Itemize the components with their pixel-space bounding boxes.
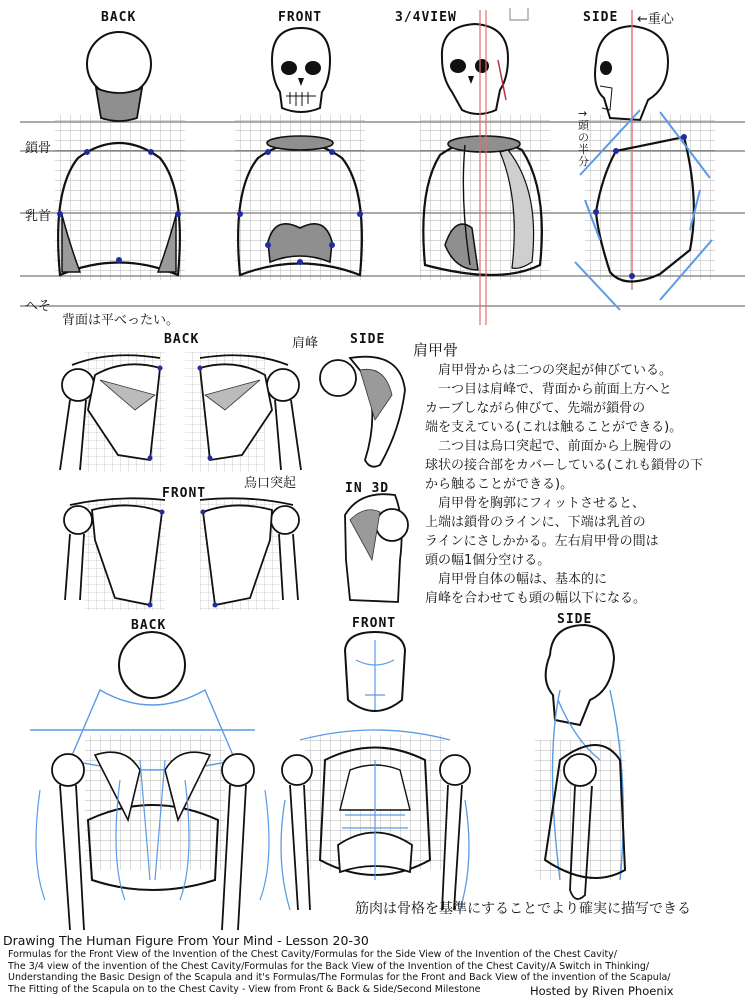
muscle-front-title: FRONT [352,616,397,631]
paragraph-line: 二つ目は烏口突起で、前面から上腕骨の [425,439,672,454]
paragraph-line: 肩甲骨を胸郭にフィットさせると、 [425,496,645,511]
scapula-side-figure [320,357,405,467]
gravity-center-label: ←重心 [637,12,674,27]
topic-line: Understanding the Basic Design of the Scapula and it's Formulas/The Formulas for the Front and Back View of the invention of the Scapula/ [8,972,671,983]
navel-level-label: へそ [25,299,52,314]
scapula-back-title: BACK [164,332,200,347]
back-head [87,32,151,96]
muscle-back-title: BACK [131,618,167,633]
paragraph-line: 肩甲骨自体の幅は、基本的に [425,572,608,587]
scapula-3d-title: IN 3D [345,481,390,496]
side-chest-figure [575,10,715,310]
scapula-section-title: 肩甲骨 [413,341,459,359]
three-quarter-skull [442,24,508,114]
back-neck [96,88,142,121]
acromion-label: 肩峰 [292,336,319,351]
muscle-back-figure [30,632,269,930]
credit-line: Hosted by Riven Phoenix [530,984,674,998]
topic-line: The Fitting of the Scapula on to the Chest Cavity - View from Front & Back & Side/Second Milestone [8,983,481,995]
paragraph-line: から触ることができる)。 [425,477,574,492]
lesson-title: Drawing The Human Figure From Your Mind - Lesson 20-30 [3,933,369,948]
paragraph-line: ラインにさしかかる。左右肩甲骨の間は [425,534,659,549]
front-chest-figure [235,28,365,280]
head-half-label: →頭の半分 [578,107,589,168]
scapula-paragraph-1 [425,361,735,494]
topic-line: Formulas for the Front View of the Invention of the Chest Cavity/Formulas for the Side View of the Invention of the Chest Cavity/ [8,949,618,960]
scapula-paragraph-2 [425,494,735,608]
scapula-back-figure [60,352,301,472]
muscle-front-figure [281,632,470,910]
chest-side-title: SIDE [583,10,619,25]
nipple-level-label: 乳首 [25,209,52,224]
scapula-side-title: SIDE [350,332,386,347]
front-skull [272,28,330,112]
paragraph-line: カーブしながら伸びて、先端が鎖骨の [425,401,646,416]
paragraph-line: 端を支えている(これは触ることができる)。 [425,420,683,435]
scapula-front-title: FRONT [162,486,207,501]
paragraph-line: 一つ目は肩峰で、背面から前面上方へと [425,382,672,397]
paragraph-line: 球状の接合部をカバーしている(これも鎖骨の下 [425,458,704,473]
muscle-side-figure [535,625,625,899]
paragraph-line: 肩峰を合わせても頭の幅以下になる。 [425,591,647,606]
scapula-3d-figure [345,494,408,602]
clavicle-level-label: 鎖骨 [25,141,52,156]
chest-three-quarter-title: 3/4VIEW [395,10,457,25]
paragraph-line: 肩甲骨からは二つの突起が伸びている。 [425,363,673,378]
chest-front-title: FRONT [278,10,323,25]
topic-line: The 3/4 view of the invention of the Chest Cavity/Formulas for the Back View of the Invention of the Chest Cavity/A Switch in Thinking/ [8,960,650,972]
muscle-skeleton-note: 筋肉は骨格を基準にすることでより確実に描写できる [355,901,691,917]
chest-back-title: BACK [101,10,137,25]
scapula-front-figure [64,498,299,610]
three-quarter-chest-figure [420,8,550,325]
coracoid-label: 烏口突起 [244,476,297,491]
muscle-side-title: SIDE [557,612,593,627]
back-flat-note: 背面は平べったい。 [62,313,180,328]
paragraph-line: 頭の幅1個分空ける。 [425,553,551,568]
paragraph-line: 上端は鎖骨のラインに、下端は乳首の [425,515,646,530]
back-chest-figure [55,32,185,280]
